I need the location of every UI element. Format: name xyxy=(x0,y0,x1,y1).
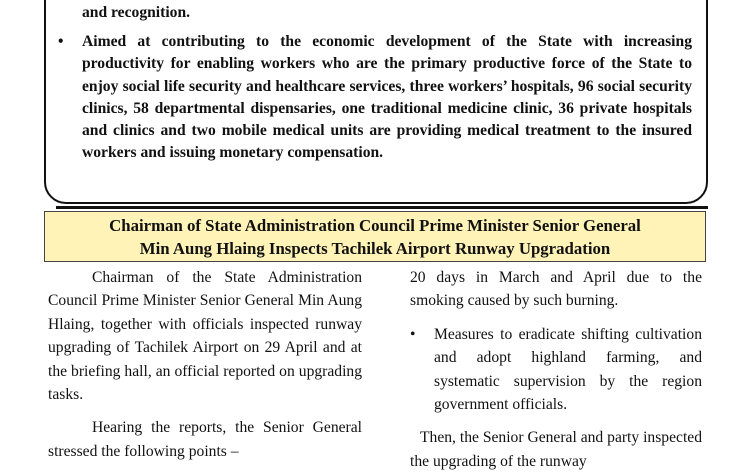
article-column-right xyxy=(410,266,702,473)
highlight-item-text: and recognition. xyxy=(82,4,191,21)
headline-line-2: Min Aung Hlaing Inspects Tachilek Airport Runway Upgradation xyxy=(139,239,611,258)
paragraph: Hearing the reports, the Senior General stressed the following points – xyxy=(48,419,362,460)
article-column-left xyxy=(48,266,362,463)
highlight-item xyxy=(58,31,692,164)
paragraph: 20 days in March and April due to the smoking caused by such burning. xyxy=(410,269,702,310)
box-shadow-line xyxy=(56,206,708,209)
bullet-icon: • xyxy=(58,33,64,51)
highlight-item-text: Aimed at contributing to the economic development of the State with increasing productivity for enabling workers who are the primary productive force of the State to enjoy social life security and healthcare services, three workers’ hospitals, 96 social security clinics, 58 departmental dispensaries, one traditional medicine clinic, 36 private hospitals and clinics and two mobile medical units are providing medical treatment to the insured workers and issuing monetary compensation. xyxy=(82,33,692,162)
list-item xyxy=(410,323,702,417)
article-headline xyxy=(44,211,706,262)
highlight-list xyxy=(58,2,692,164)
paragraph: Then, the Senior General and party inspected the upgrading of the runway xyxy=(410,429,702,470)
bullet-icon: • xyxy=(410,325,416,343)
paragraph: Chairman of the State Administration Council Prime Minister Senior General Min Aung Hlaing, together with officials inspected runway upgrading of Tachilek Airport on 29 April and at the briefing hall, an official reported on upgrading tasks. xyxy=(48,269,362,404)
highlight-item xyxy=(58,2,692,24)
headline-line-1: Chairman of State Administration Council Prime Minister Senior General xyxy=(109,216,641,235)
list-item-text: Measures to eradicate shifting cultivation and adopt highland farming, and systematic supervision by the region government officials. xyxy=(434,325,702,414)
